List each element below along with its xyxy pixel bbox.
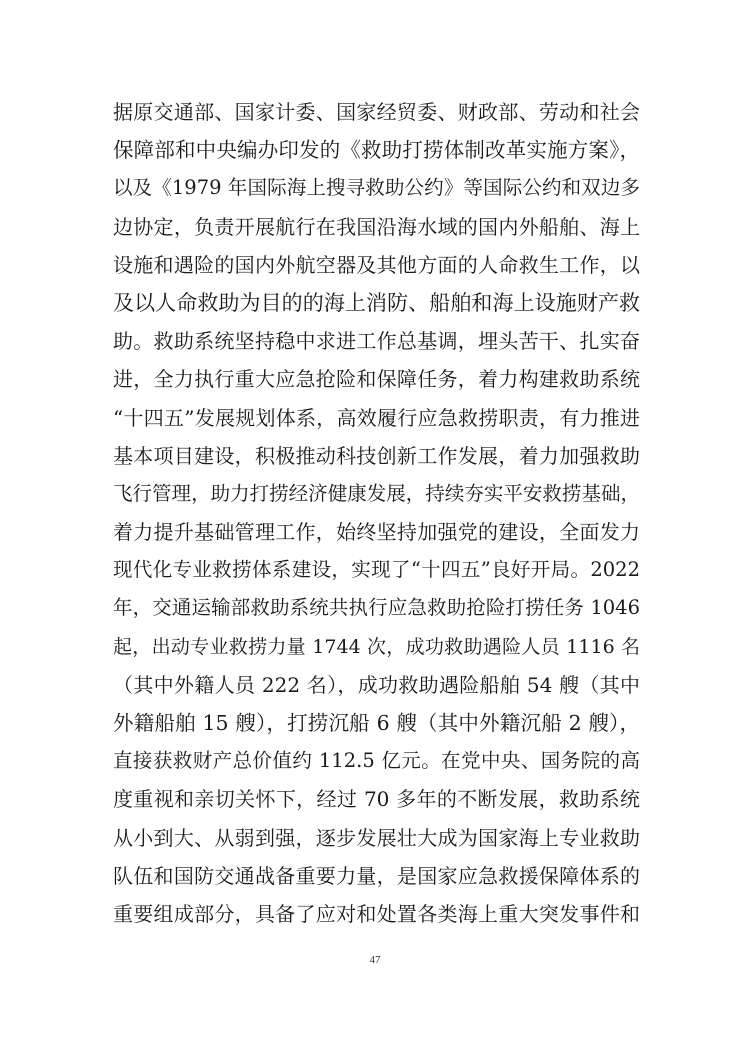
text-line: 度重视和亲切关怀下，经过 70 多年的不断发展，救助系统 (113, 787, 640, 812)
text-line: 着力提升基础管理工作，始终坚持加强党的建设，全面发力 (113, 520, 640, 545)
text-line: 据原交通部、国家计委、国家经贸委、财政部、劳动和社会 (113, 100, 640, 124)
text-line: 及以人命救助为目的的海上消防、船舶和海上设施财产救 (113, 290, 640, 315)
page-number: 47 (369, 954, 381, 966)
text-line: 飞行管理，助力打捞经济健康发展，持续夯实平安救捞基础， (113, 481, 640, 505)
text-line: （其中外籍人员 222 名），成功救助遇险船舶 54 艘（其中 (113, 672, 640, 697)
text-line: 助。救助系统坚持稳中求进工作总基调，埋头苦干、扎实奋 (113, 329, 640, 354)
text-line: 基本项目建设，积极推动科技创新工作发展，着力加强救助 (113, 443, 640, 468)
text-line: 外籍船舶 15 艘），打捞沉船 6 艘（其中外籍沉船 2 艘）， (113, 711, 640, 735)
text-line: 直接获救财产总价值约 112.5 亿元。在党中央、国务院的高 (113, 749, 640, 773)
text-line: 年，交通运输部救助系统共执行应急救助抢险打捞任务 1046 (113, 596, 640, 620)
text-line: 现代化专业救捞体系建设，实现了“十四五”良好开局。2022 (113, 558, 640, 582)
text-line: 边协定，负责开展航行在我国沿海水域的国内外船舶、海上 (113, 214, 640, 239)
text-line: 从小到大、从弱到强，逐步发展壮大成为国家海上专业救助 (113, 825, 640, 850)
text-line: “十四五”发展规划体系，高效履行应急救捞职责，有力推进 (113, 405, 640, 430)
body-text (113, 93, 640, 933)
text-line: 队伍和国防交通战备重要力量，是国家应急救援保障体系的 (113, 863, 640, 888)
text-line: 以及《1979 年国际海上搜寻救助公约》等国际公约和双边多 (113, 176, 640, 200)
text-line: 重要组成部分，具备了应对和处置各类海上重大突发事件和 (113, 901, 640, 926)
text-line: 保障部和中央编办印发的《救助打捞体制改革实施方案》， (113, 138, 640, 163)
text-line: 起，出动专业救捞力量 1744 次，成功救助遇险人员 1116 名 (113, 635, 640, 658)
text-line: 设施和遇险的国内外航空器及其他方面的人命救生工作，以 (113, 252, 640, 277)
text-line: 进，全力执行重大应急抢险和保障任务，着力构建救助系统 (113, 367, 640, 392)
